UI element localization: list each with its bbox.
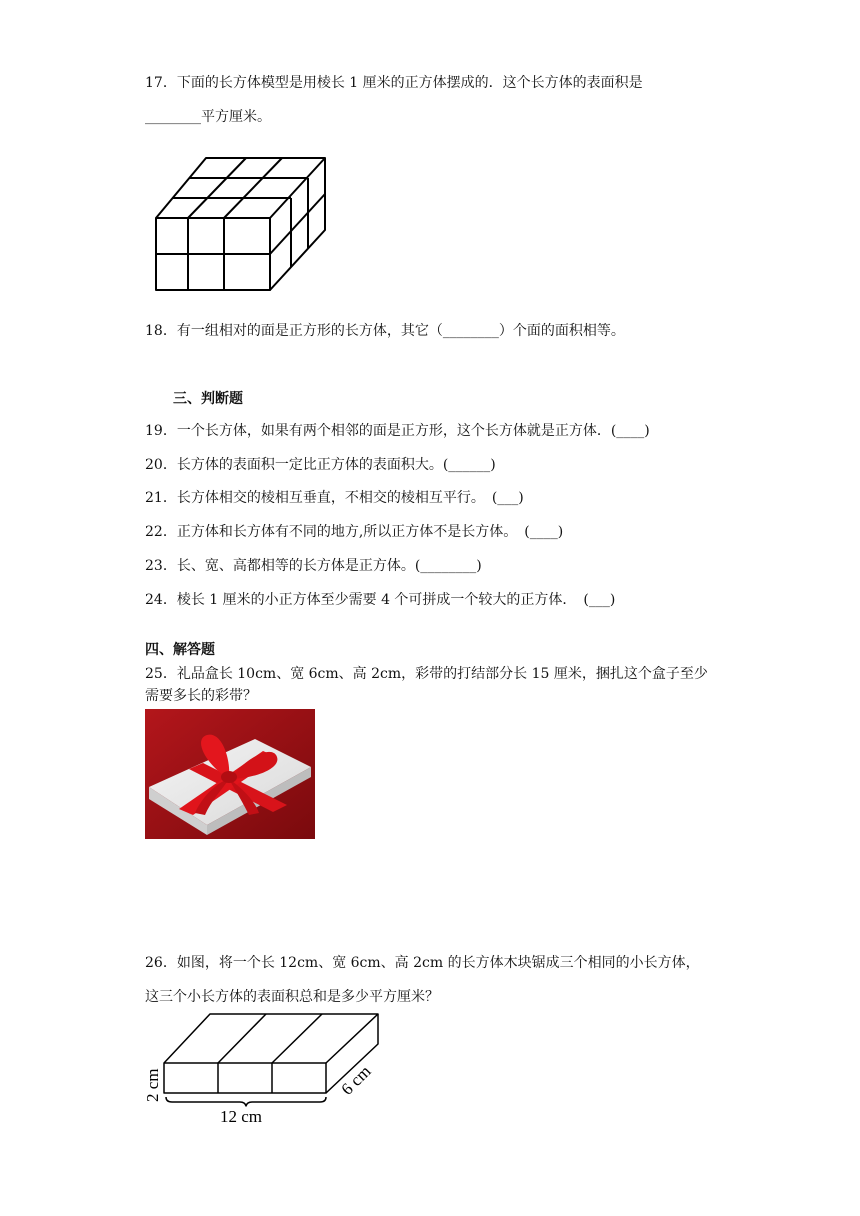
section-3-heading: 三、判断题 bbox=[173, 391, 243, 407]
gift-box-photo bbox=[145, 709, 315, 839]
q17-line1: 17．下面的长方体模型是用棱长 1 厘米的正方体摆成的．这个长方体的表面积是 bbox=[145, 75, 643, 91]
width-label: 6 cm bbox=[337, 1061, 375, 1099]
q26-line1: 26．如图，将一个长 12cm、宽 6cm、高 2cm 的长方体木块锯成三个相同的小长方体， bbox=[145, 955, 700, 971]
q17-line2: ________平方厘米。 bbox=[145, 109, 271, 125]
section-4-heading: 四、解答题 bbox=[145, 642, 215, 658]
q18-text: 18．有一组相对的面是正方形的长方体，其它（________）个面的面积相等。 bbox=[145, 323, 625, 339]
height-label: 2 cm bbox=[143, 1068, 162, 1102]
q25-line2: 需要多长的彩带？ bbox=[145, 688, 257, 704]
q21-text: 21．长方体相交的棱相互垂直，不相交的棱相互平行。 (___) bbox=[145, 490, 524, 506]
length-label: 12 cm bbox=[220, 1107, 263, 1125]
cuboid-cut-figure bbox=[140, 1010, 390, 1125]
q19-text: 19．一个长方体，如果有两个相邻的面是正方形，这个长方体就是正方体．(____) bbox=[145, 423, 650, 439]
q23-text: 23．长、宽、高都相等的长方体是正方体。(________) bbox=[145, 558, 482, 574]
q25-line1: 25．礼品盒长 10cm、宽 6cm、高 2cm，彩带的打结部分长 15 厘米，捆扎这个盒子至少 bbox=[145, 666, 708, 682]
q24-text: 24．棱长 1 厘米的小正方体至少需要 4 个可拼成一个较大的正方体． (___) bbox=[145, 592, 616, 608]
q20-text: 20．长方体的表面积一定比正方体的表面积大。(______) bbox=[145, 457, 496, 473]
q22-text: 22．正方体和长方体有不同的地方,所以正方体不是长方体。 (____) bbox=[145, 524, 564, 540]
q26-line2: 这三个小长方体的表面积总和是多少平方厘米？ bbox=[145, 989, 439, 1005]
cube-stack-figure bbox=[150, 150, 350, 300]
